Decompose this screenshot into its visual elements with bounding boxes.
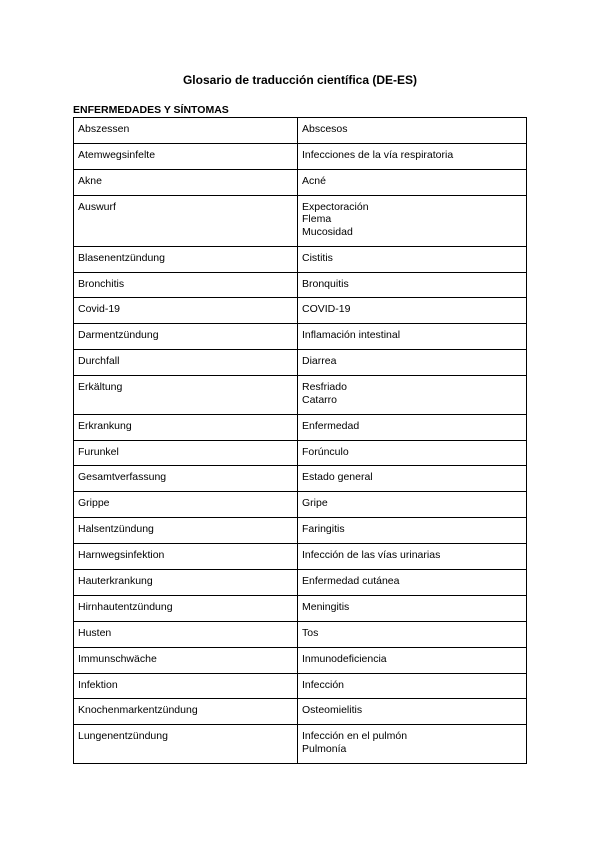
spanish-term: Infección [302, 678, 345, 691]
table-row [74, 595, 527, 621]
spanish-term: Catarro [302, 393, 338, 406]
spanish-term: Meningitis [302, 600, 350, 613]
spanish-term-cell [298, 118, 527, 144]
spanish-term-cell [298, 350, 527, 376]
german-term-cell: Gesamtverfassung [74, 466, 298, 492]
section-heading: ENFERMEDADES Y SÍNTOMAS [73, 104, 229, 116]
glossary-table [73, 117, 527, 764]
spanish-term: Tos [302, 626, 319, 639]
table-row [74, 272, 527, 298]
german-term-cell: Husten [74, 621, 298, 647]
spanish-term: Faringitis [302, 523, 345, 536]
document-title: Glosario de traducción científica (DE-ES) [182, 73, 418, 87]
spanish-term: Infección en el pulmón [302, 730, 408, 743]
spanish-term-cell [298, 324, 527, 350]
spanish-term-cell [298, 414, 527, 440]
spanish-term: Pulmonía [302, 742, 347, 755]
table-row [74, 298, 527, 324]
spanish-term-cell [298, 621, 527, 647]
table-row [74, 118, 527, 144]
spanish-term-cell [298, 518, 527, 544]
spanish-term: Diarrea [302, 355, 337, 368]
german-term-cell: Lungenentzündung [74, 725, 298, 764]
german-term-cell: Blasenentzündung [74, 246, 298, 272]
spanish-term: Inflamación intestinal [302, 329, 401, 342]
spanish-term-cell [298, 272, 527, 298]
table-row [74, 621, 527, 647]
table-row [74, 376, 527, 415]
spanish-term-cell [298, 246, 527, 272]
table-row [74, 440, 527, 466]
table-row [74, 492, 527, 518]
german-term-cell: Akne [74, 169, 298, 195]
table-row [74, 169, 527, 195]
spanish-term-cell [298, 143, 527, 169]
spanish-term: Gripe [302, 497, 328, 510]
table-row [74, 647, 527, 673]
german-term-cell: Erkrankung [74, 414, 298, 440]
table-row [74, 673, 527, 699]
german-term-cell: Halsentzündung [74, 518, 298, 544]
spanish-term-cell [298, 699, 527, 725]
table-row [74, 246, 527, 272]
spanish-term-cell [298, 595, 527, 621]
table-row [74, 518, 527, 544]
spanish-term-cell [298, 544, 527, 570]
spanish-term: Bronquitis [302, 277, 349, 290]
table-row [74, 699, 527, 725]
spanish-term-cell [298, 569, 527, 595]
german-term-cell: Immunschwäche [74, 647, 298, 673]
glossary-body [74, 118, 527, 764]
german-term-cell: Infektion [74, 673, 298, 699]
spanish-term-cell [298, 298, 527, 324]
spanish-term-cell [298, 673, 527, 699]
spanish-term: Estado general [302, 471, 373, 484]
table-row [74, 414, 527, 440]
german-term-cell: Bronchitis [74, 272, 298, 298]
spanish-term: Enfermedad [302, 419, 360, 432]
table-row [74, 466, 527, 492]
spanish-term: Cistitis [302, 251, 333, 264]
table-row [74, 569, 527, 595]
spanish-term: Abscesos [302, 123, 348, 135]
german-term-cell: Abszessen [74, 118, 298, 144]
spanish-term: Osteomielitis [302, 704, 363, 717]
spanish-term: COVID-19 [302, 303, 351, 316]
table-row [74, 324, 527, 350]
spanish-term-cell [298, 647, 527, 673]
spanish-term: Infección de las vías urinarias [302, 549, 441, 562]
german-term-cell: Atemwegsinfelte [74, 143, 298, 169]
spanish-term: Acné [302, 174, 326, 187]
spanish-term-cell [298, 169, 527, 195]
german-term-cell: Erkältung [74, 376, 298, 415]
spanish-term-cell [298, 466, 527, 492]
german-term-cell: Furunkel [74, 440, 298, 466]
spanish-term: Flema [302, 213, 332, 226]
spanish-term: Inmunodeficiencia [302, 652, 387, 665]
spanish-term: Enfermedad cutánea [302, 574, 400, 587]
german-term-cell: Durchfall [74, 350, 298, 376]
spanish-term: Forúnculo [302, 445, 349, 458]
table-row [74, 544, 527, 570]
spanish-term: Expectoración [302, 200, 369, 213]
table-row [74, 143, 527, 169]
spanish-term-cell [298, 376, 527, 415]
spanish-term: Resfriado [302, 381, 347, 394]
spanish-term: Mucosidad [302, 225, 353, 238]
german-term-cell: Darmentzündung [74, 324, 298, 350]
spanish-term-cell [298, 725, 527, 764]
table-row [74, 195, 527, 246]
table-row [74, 350, 527, 376]
spanish-term-cell [298, 195, 527, 246]
german-term-cell: Hirnhautentzündung [74, 595, 298, 621]
german-term-cell: Hauterkrankung [74, 569, 298, 595]
german-term-cell: Harnwegsinfektion [74, 544, 298, 570]
german-term-cell: Covid-19 [74, 298, 298, 324]
spanish-term-cell [298, 440, 527, 466]
spanish-term: Infecciones de la vía respiratoria [302, 148, 454, 161]
german-term-cell: Knochenmarkentzündung [74, 699, 298, 725]
german-term-cell: Auswurf [74, 195, 298, 246]
table-row [74, 725, 527, 764]
german-term-cell: Grippe [74, 492, 298, 518]
spanish-term-cell [298, 492, 527, 518]
